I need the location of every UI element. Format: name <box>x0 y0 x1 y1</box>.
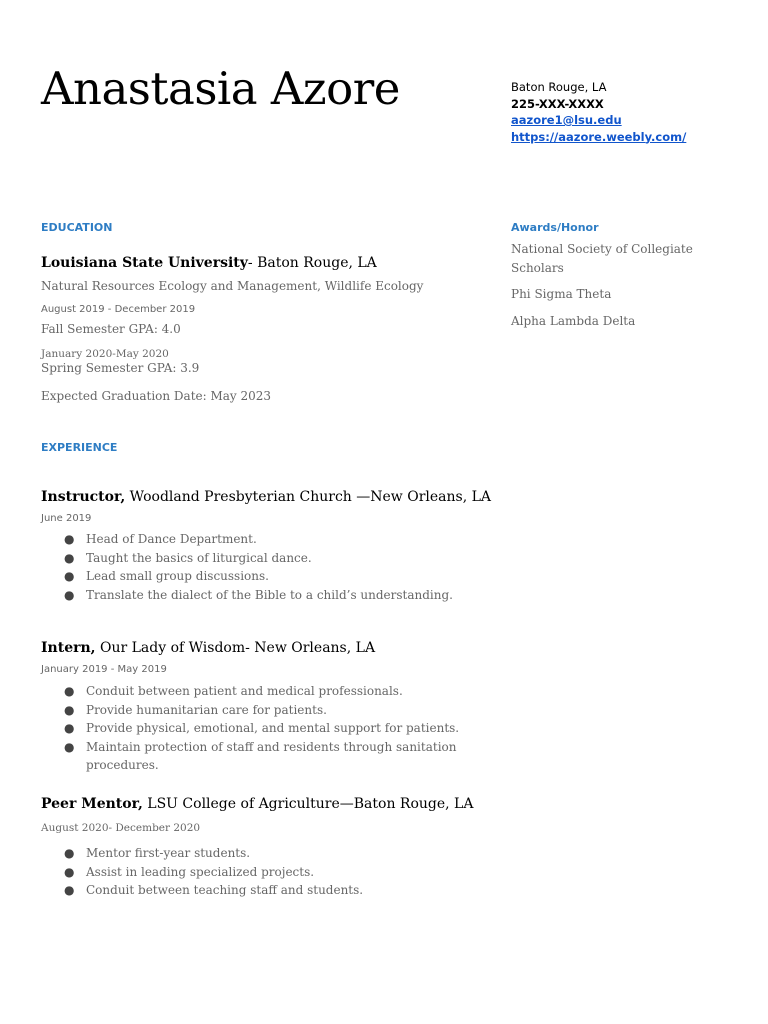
job-title-line <box>41 796 473 812</box>
job-org: Our Lady of Wisdom- New Orleans, LA <box>95 640 376 656</box>
job-title-line <box>41 640 375 656</box>
bullet-icon: ● <box>64 702 75 717</box>
education-graduation: Expected Graduation Date: May 2023 <box>41 389 272 403</box>
bullet-icon: ● <box>64 684 75 698</box>
bullet-icon: ● <box>64 587 75 602</box>
job-bullet-list <box>41 682 481 775</box>
list-item: ● Conduit between teaching staff and students. <box>41 881 481 900</box>
job-bullet-list <box>41 530 481 604</box>
list-item: ● Lead small group discussions. <box>41 567 481 586</box>
job-org: LSU College of Agriculture—Baton Rouge, LA <box>142 796 474 812</box>
job-bullet-list <box>41 844 481 900</box>
list-item: ● Provide physical, emotional, and mental support for patients. <box>41 719 481 738</box>
bullet-icon: ● <box>64 864 75 879</box>
list-item: ● Provide humanitarian care for patients. <box>41 701 481 720</box>
job-title-line <box>41 489 491 505</box>
contact-location: Baton Rouge, LA <box>511 80 607 94</box>
experience-heading: EXPERIENCE <box>41 441 118 454</box>
education-program: Natural Resources Ecology and Management, Wildlife Ecology <box>41 279 424 293</box>
list-item: ● Taught the basics of liturgical dance. <box>41 549 481 568</box>
award-item: Alpha Lambda Delta <box>511 314 636 328</box>
education-term2-dates: January 2020-May 2020 <box>41 348 169 360</box>
job-org: Woodland Presbyterian Church —New Orleans, LA <box>125 489 492 505</box>
award-item: National Society of Collegiate Scholars <box>511 242 693 275</box>
job-role: Intern, <box>41 640 96 656</box>
contact-email-link[interactable]: aazore1@lsu.edu <box>511 113 622 127</box>
list-item: ● Translate the dialect of the Bible to a child’s understanding. <box>41 586 481 605</box>
list-item: ● Mentor first-year students. <box>41 844 481 863</box>
job-role: Instructor, <box>41 489 126 505</box>
award-item: Phi Sigma Theta <box>511 287 612 301</box>
bullet-icon: ● <box>64 550 75 565</box>
education-school: Louisiana State University <box>41 255 248 271</box>
job-role: Peer Mentor, <box>41 796 143 812</box>
bullet-icon: ● <box>64 532 75 546</box>
bullet-icon: ● <box>64 883 75 898</box>
list-item: ● Conduit between patient and medical professionals. <box>41 682 481 701</box>
education-term1-dates: August 2019 - December 2019 <box>41 304 196 315</box>
education-school-location: - Baton Rouge, LA <box>247 255 377 271</box>
education-heading: EDUCATION <box>41 221 113 234</box>
bullet-icon: ● <box>64 739 75 754</box>
contact-website-link[interactable]: https://aazore.weebly.com/ <box>511 129 687 144</box>
bullet-icon: ● <box>64 569 75 584</box>
job-dates: January 2019 - May 2019 <box>41 664 167 675</box>
contact-block <box>511 79 686 145</box>
education-term1-gpa: Fall Semester GPA: 4.0 <box>41 322 181 336</box>
education-term2-gpa: Spring Semester GPA: 3.9 <box>41 361 200 375</box>
list-item: ● Head of Dance Department. <box>41 530 481 549</box>
bullet-icon: ● <box>64 721 75 736</box>
job-dates: June 2019 <box>41 513 92 524</box>
contact-phone: 225-XXX-XXXX <box>511 96 604 111</box>
list-item: ● Assist in leading specialized projects. <box>41 863 481 882</box>
education-school-line <box>41 255 377 271</box>
resume-name: Anastasia Azore <box>41 62 400 115</box>
job-dates: August 2020- December 2020 <box>41 822 201 834</box>
awards-heading: Awards/Honor <box>511 221 599 234</box>
bullet-icon: ● <box>64 846 75 860</box>
list-item: ● Maintain protection of staff and residents through sanitation procedures. <box>64 739 457 773</box>
